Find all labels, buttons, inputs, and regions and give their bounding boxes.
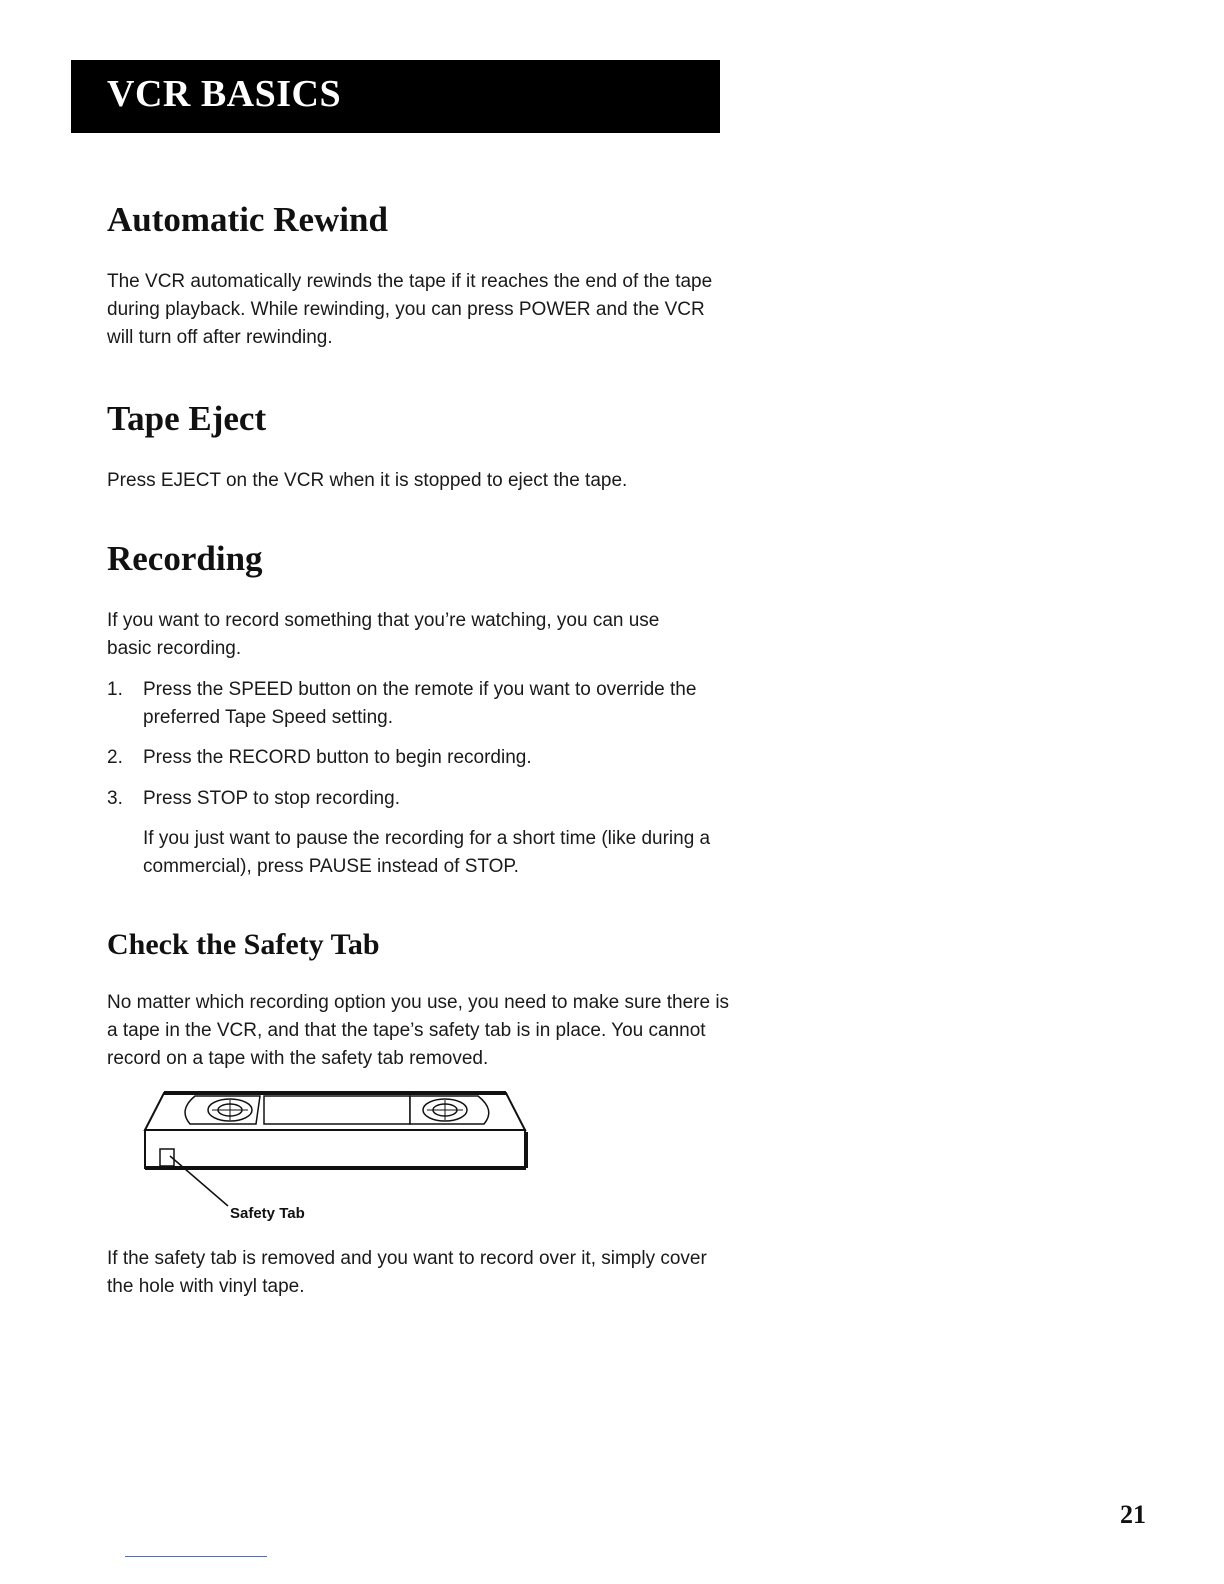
heading-tape-eject: Tape Eject <box>107 399 267 438</box>
footer-rule <box>125 1556 267 1557</box>
recording-pause-note: If you just want to pause the recording for a short time (like during a commercial), press PAUSE instead of STOP. <box>143 828 711 877</box>
list-number: 2. <box>107 747 123 768</box>
list-text: Press the RECORD button to begin recording. <box>143 747 532 768</box>
safety-tab-label: Safety Tab <box>230 1205 305 1222</box>
section-banner <box>71 60 720 133</box>
page-number: 21 <box>1120 1500 1146 1529</box>
list-text: Press the SPEED button on the remote if you want to override the preferred Tape Speed setting. <box>143 679 697 728</box>
banner-title: VCR BASICS <box>107 73 342 115</box>
paragraph-recording-intro: If you want to record something that you’re watching, you can use basic recording. <box>107 610 660 659</box>
list-number: 1. <box>107 679 123 700</box>
heading-safety-tab: Check the Safety Tab <box>107 928 380 961</box>
paragraph-automatic-rewind: The VCR automatically rewinds the tape if it reaches the end of the tape during playback. While rewinding, you can press POWER and the VCR will turn off after rewinding. <box>107 271 713 348</box>
paragraph-safety-tab-removed: If the safety tab is removed and you want to record over it, simply cover the hole with vinyl tape. <box>107 1248 707 1297</box>
vhs-cassette-figure <box>140 1088 540 1228</box>
vhs-cassette-illustration <box>140 1088 540 1228</box>
heading-recording: Recording <box>107 539 263 578</box>
paragraph-safety-tab: No matter which recording option you use, you need to make sure there is a tape in the VCR, and that the tape’s safety tab is in place. You cannot record on a tape with the safety tab removed. <box>107 992 730 1069</box>
paragraph-tape-eject: Press EJECT on the VCR when it is stopped to eject the tape. <box>107 470 628 491</box>
heading-automatic-rewind: Automatic Rewind <box>107 200 388 239</box>
list-number: 3. <box>107 788 123 809</box>
list-text: Press STOP to stop recording. <box>143 788 400 809</box>
